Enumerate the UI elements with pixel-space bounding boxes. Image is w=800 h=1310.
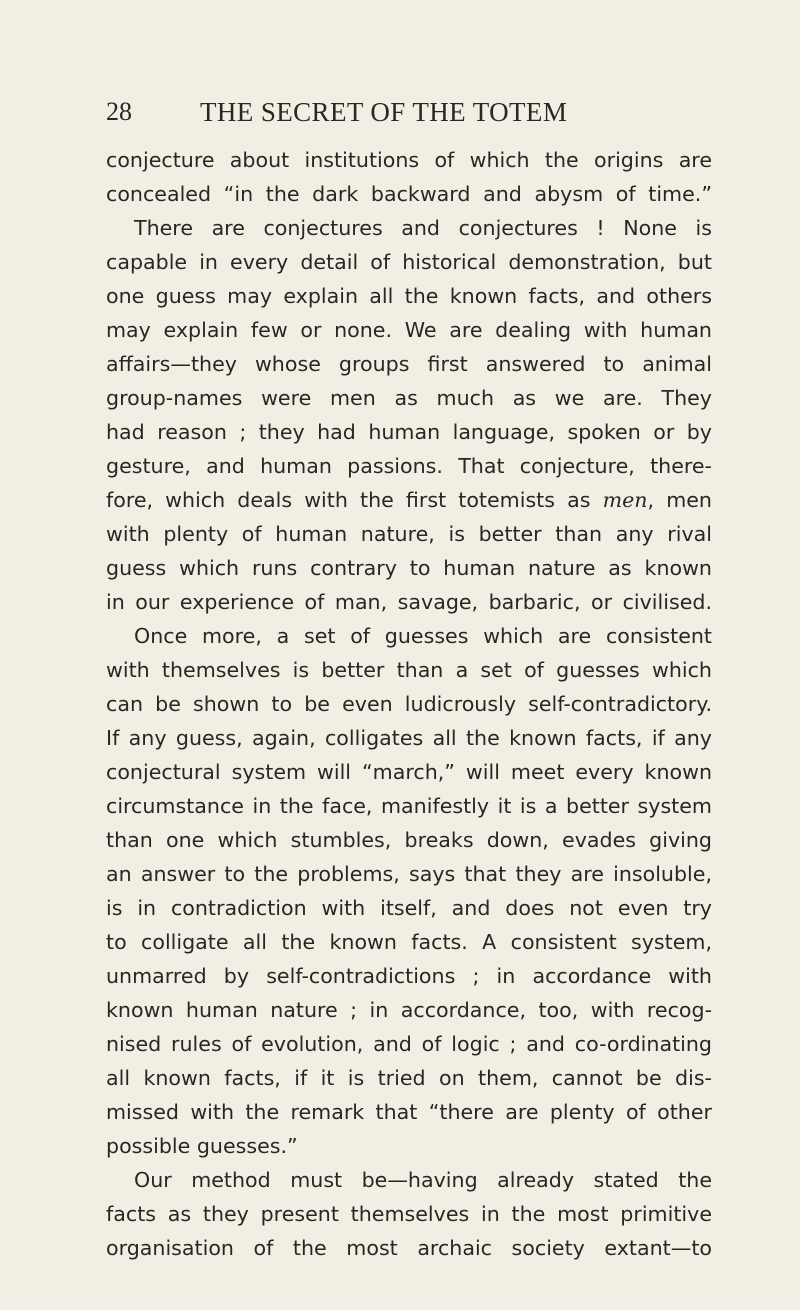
italic-word: men bbox=[602, 488, 648, 512]
text-line: may explain few or none. We are dealing with human bbox=[106, 318, 712, 342]
text-line: nised rules of evolution, and of logic ; and co-ordinating bbox=[106, 1032, 712, 1056]
body-text bbox=[106, 143, 712, 1265]
running-title: THE SECRET OF THE TOTEM bbox=[200, 97, 568, 127]
text-line: There are conjectures and conjectures ! None is bbox=[134, 216, 712, 240]
page-number: 28 bbox=[106, 97, 132, 126]
text-line: organisation of the most archaic society extant—to bbox=[106, 1236, 712, 1260]
text-line: than one which stumbles, breaks down, evades giving bbox=[106, 828, 712, 852]
text-line: Our method must be—having already stated the bbox=[134, 1168, 712, 1192]
text-line: capable in every detail of historical demonstration, but bbox=[106, 250, 712, 274]
text-line: with themselves is better than a set of guesses which bbox=[106, 658, 712, 682]
text-line: If any guess, again, colligates all the known facts, if any bbox=[106, 726, 712, 750]
page-header bbox=[106, 92, 712, 132]
text-line: conjecture about institutions of which the origins are bbox=[106, 148, 712, 172]
text-line: facts as they present themselves in the most primitive bbox=[106, 1202, 712, 1226]
text-line: guess which runs contrary to human nature as known bbox=[106, 556, 712, 580]
text-line: with plenty of human nature, is better than any rival bbox=[106, 522, 712, 546]
text-line: one guess may explain all the known facts, and others bbox=[106, 284, 712, 308]
text-line: to colligate all the known facts. A consistent system, bbox=[106, 930, 712, 954]
text-line: an answer to the problems, says that they are insoluble, bbox=[106, 862, 712, 886]
text-segment: , men bbox=[647, 488, 712, 512]
text-line: Once more, a set of guesses which are consistent bbox=[134, 624, 712, 648]
text-line: is in contradiction with itself, and does not even try bbox=[106, 896, 712, 920]
text-line: group-names were men as much as we are. They bbox=[106, 386, 712, 410]
text-line: known human nature ; in accordance, too, with recog- bbox=[106, 998, 712, 1022]
text-line: can be shown to be even ludicrously self-contradictory. bbox=[106, 692, 712, 716]
text-segment: fore, which deals with the first totemists as bbox=[106, 488, 603, 512]
text-line: missed with the remark that “there are plenty of other bbox=[106, 1100, 712, 1124]
text-line: had reason ; they had human language, spoken or by bbox=[106, 420, 712, 444]
text-line: gesture, and human passions. That conjecture, there- bbox=[106, 454, 712, 478]
text-line: conjectural system will “march,” will meet every known bbox=[106, 760, 712, 784]
text-line: unmarred by self-contradictions ; in accordance with bbox=[106, 964, 712, 988]
text-line: all known facts, if it is tried on them, cannot be dis- bbox=[106, 1066, 712, 1090]
text-line: affairs—they whose groups first answered to animal bbox=[106, 352, 712, 376]
text-line: circumstance in the face, manifestly it is a better system bbox=[106, 794, 712, 818]
text-line: possible guesses.” bbox=[106, 1134, 298, 1158]
text-line bbox=[106, 483, 712, 517]
text-line: in our experience of man, savage, barbaric, or civilised. bbox=[106, 590, 712, 614]
text-line: concealed “in the dark backward and abysm of time.” bbox=[106, 182, 712, 206]
